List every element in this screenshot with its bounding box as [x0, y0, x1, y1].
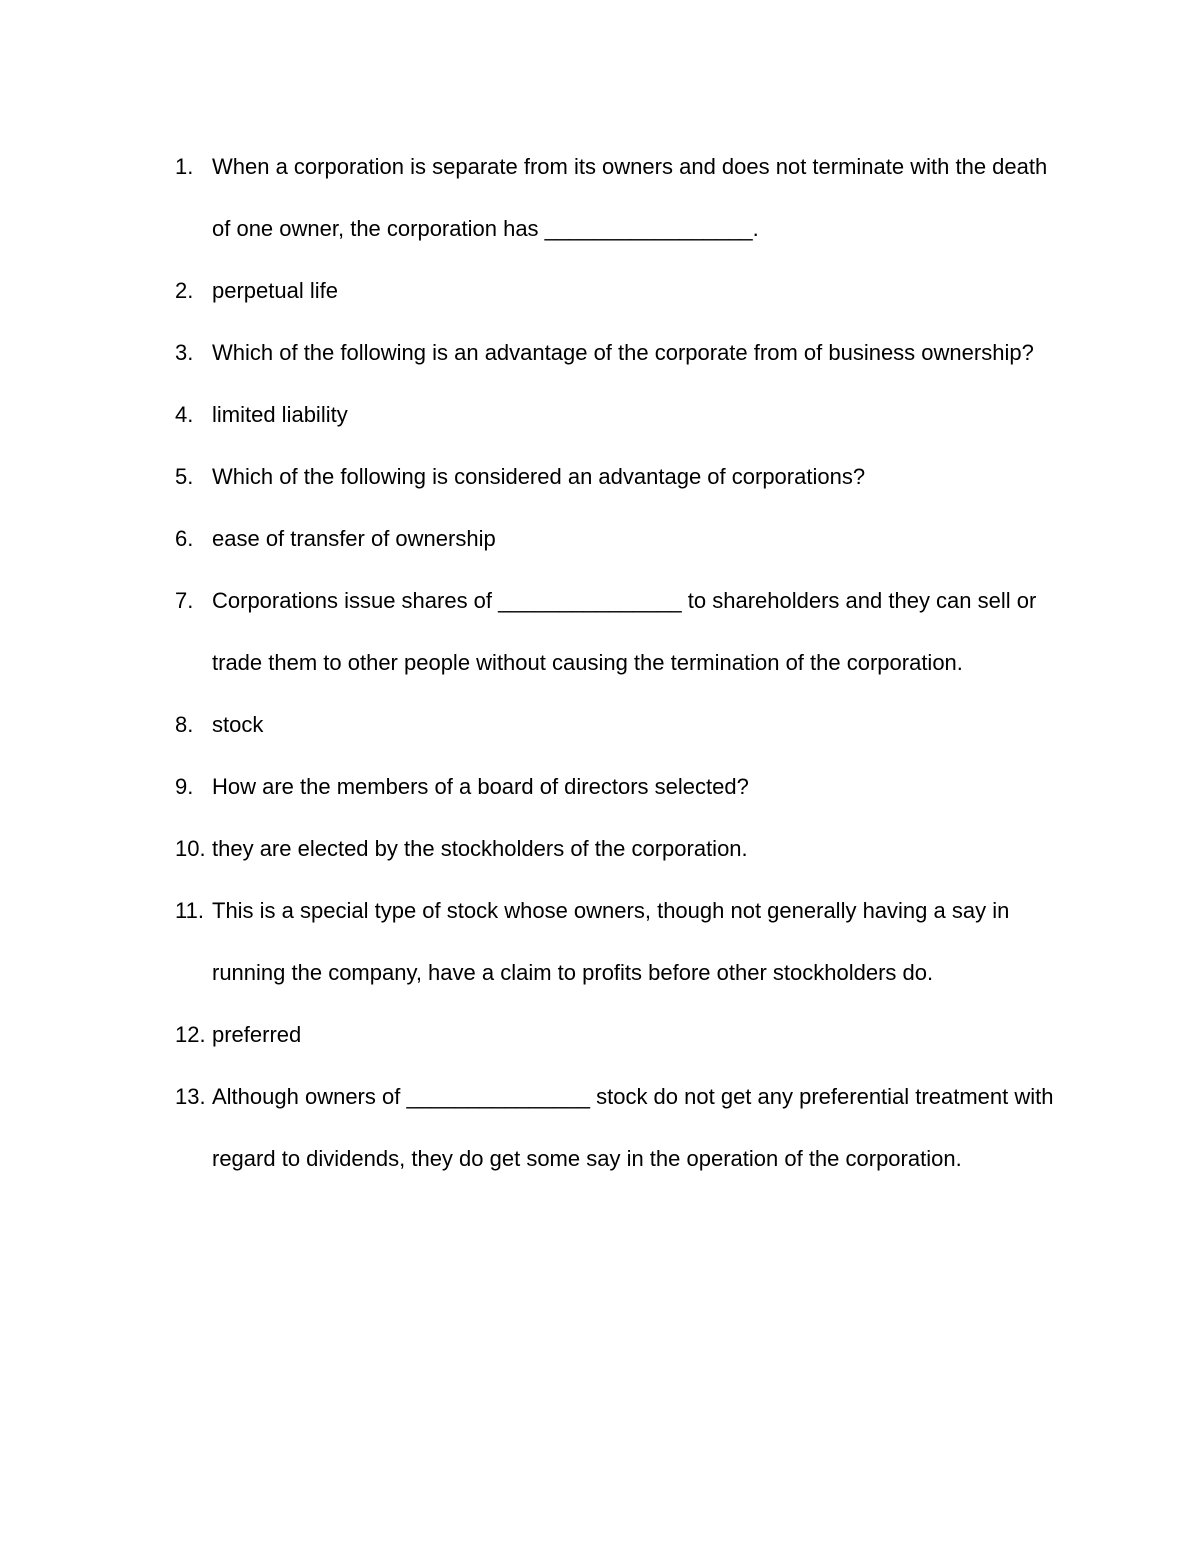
list-item [175, 756, 1075, 818]
item-text: Which of the following is an advantage of the corporate from of business ownership? [212, 340, 1034, 365]
list-item [175, 1004, 1075, 1066]
numbered-list [175, 136, 1075, 1190]
item-text: How are the members of a board of directors selected? [212, 774, 749, 799]
list-item [175, 818, 1075, 880]
item-text: preferred [212, 1022, 302, 1047]
list-item [175, 694, 1075, 756]
item-text: Which of the following is considered an advantage of corporations? [212, 464, 866, 489]
list-item [175, 384, 1075, 446]
item-text: Corporations issue shares of _______________ to shareholders and they can sell or trade them to other people without causing the termination of the corporation. [212, 588, 1043, 675]
item-number: 7. [175, 588, 194, 613]
item-number: 4. [175, 402, 194, 427]
item-number: 9. [175, 774, 194, 799]
list-item [175, 1066, 1075, 1190]
item-text: When a corporation is separate from its owners and does not terminate with the death of one owner, the corporation has _________________. [212, 154, 1054, 241]
item-number: 5. [175, 464, 194, 489]
item-number: 8. [175, 712, 194, 737]
item-text: they are elected by the stockholders of the corporation. [212, 836, 748, 861]
item-number: 10. [175, 836, 206, 861]
list-item [175, 570, 1075, 694]
list-item [175, 322, 1075, 384]
list-item [175, 446, 1075, 508]
item-number: 12. [175, 1022, 206, 1047]
item-number: 2. [175, 278, 194, 303]
item-text: This is a special type of stock whose owners, though not generally having a say in running the company, have a claim to profits before other stockholders do. [212, 898, 1016, 985]
list-item [175, 880, 1075, 1004]
item-text: perpetual life [212, 278, 338, 303]
item-text: limited liability [212, 402, 348, 427]
item-number: 3. [175, 340, 194, 365]
item-number: 1. [175, 154, 194, 179]
item-text: ease of transfer of ownership [212, 526, 496, 551]
item-number: 13. [175, 1084, 206, 1109]
list-item [175, 260, 1075, 322]
item-number: 11. [175, 898, 204, 923]
item-text: stock [212, 712, 264, 737]
list-item [175, 136, 1075, 260]
list-item [175, 508, 1075, 570]
item-text: Although owners of _______________ stock do not get any preferential treatment with regard to dividends, they do get some say in the operation of the corporation. [212, 1084, 1060, 1171]
item-number: 6. [175, 526, 194, 551]
